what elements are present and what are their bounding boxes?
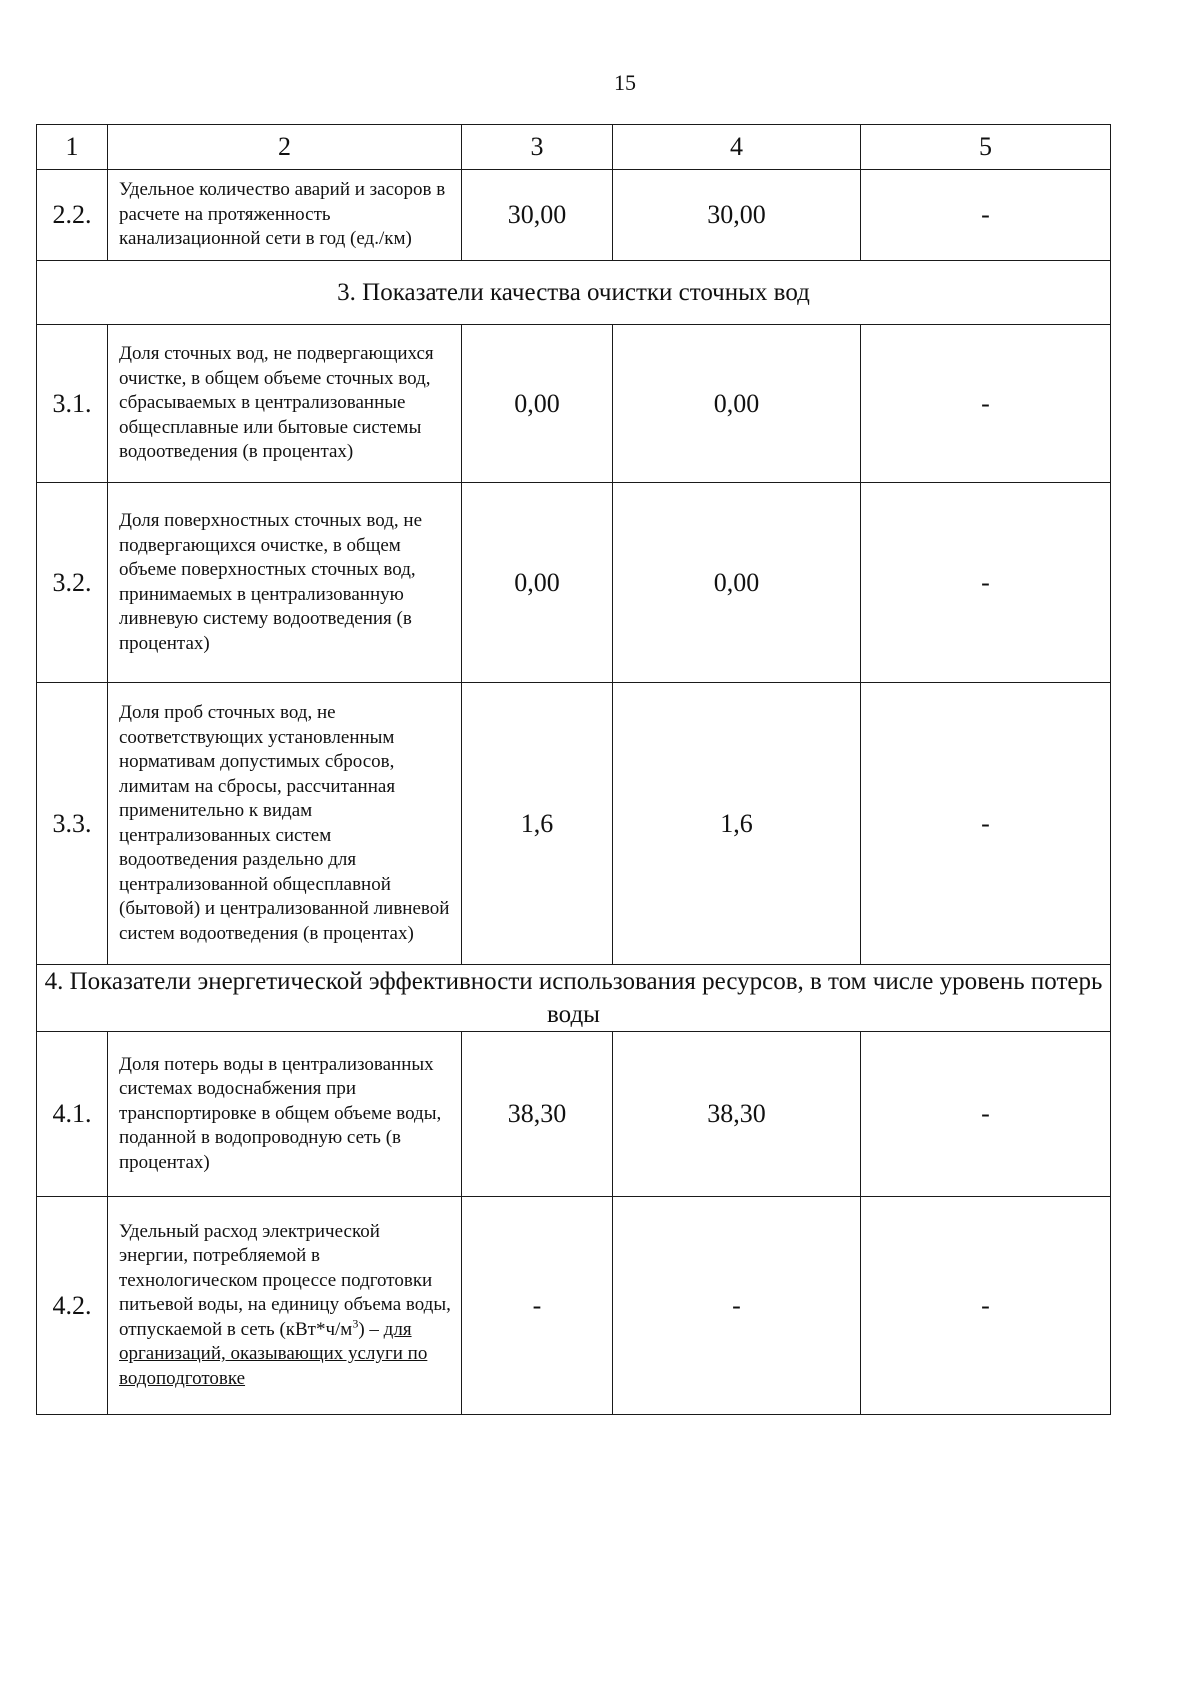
row-number: 3.1. xyxy=(37,325,108,483)
header-cell-1: 1 xyxy=(37,125,108,170)
row-value-col3: 30,00 xyxy=(462,170,613,261)
row-description: Доля сточных вод, не подвергающихся очистке, в общем объеме сточных вод, сбрасываемых в централизованные общесплавные или бытовые системы водоотведения (в процентах) xyxy=(108,325,462,483)
table-header-row xyxy=(37,125,1111,170)
row-value-col5: - xyxy=(861,325,1111,483)
row-value-col4: 30,00 xyxy=(613,170,861,261)
header-cell-3: 3 xyxy=(462,125,613,170)
section-title: 4. Показатели энергетической эффективности использования ресурсов, в том числе уровень потерь воды xyxy=(37,965,1111,1032)
row-value-col4: 38,30 xyxy=(613,1032,861,1197)
row-value-col5: - xyxy=(861,483,1111,683)
table-row-3-2 xyxy=(37,483,1111,683)
row-description: Удельное количество аварий и засоров в расчете на протяженность канализационной сети в год (ед./км) xyxy=(108,170,462,261)
row-number: 3.2. xyxy=(37,483,108,683)
row-value-col4: - xyxy=(613,1197,861,1415)
row-value-col4: 0,00 xyxy=(613,325,861,483)
table-row-3-3 xyxy=(37,683,1111,965)
table-row-2-2 xyxy=(37,170,1111,261)
row-number: 4.2. xyxy=(37,1197,108,1415)
row-number: 3.3. xyxy=(37,683,108,965)
row-value-col3: 0,00 xyxy=(462,483,613,683)
row-value-col4: 0,00 xyxy=(613,483,861,683)
header-cell-5: 5 xyxy=(861,125,1111,170)
header-cell-2: 2 xyxy=(108,125,462,170)
row-value-col3: - xyxy=(462,1197,613,1415)
section-header-3 xyxy=(37,261,1111,325)
row-value-col3: 0,00 xyxy=(462,325,613,483)
row-description xyxy=(108,1197,462,1415)
row-value-col5: - xyxy=(861,1197,1111,1415)
row-value-col5: - xyxy=(861,1032,1111,1197)
row-description-connector: ) – xyxy=(358,1318,384,1340)
row-number: 2.2. xyxy=(37,170,108,261)
page-number: 15 xyxy=(614,70,636,95)
table-row-4-2 xyxy=(37,1197,1111,1415)
table-row-4-1 xyxy=(37,1032,1111,1197)
section-title: 3. Показатели качества очистки сточных вод xyxy=(37,261,1111,325)
row-value-col5: - xyxy=(861,170,1111,261)
row-description-underlined: для организаций, оказывающих услуги по водоподготовке xyxy=(119,1318,428,1389)
row-value-col5: - xyxy=(861,683,1111,965)
row-number: 4.1. xyxy=(37,1032,108,1197)
row-value-col3: 1,6 xyxy=(462,683,613,965)
row-description-main: Удельный расход электрической энергии, потребляемой в технологическом процессе подготовки питьевой воды, на единицу объема воды, отпускаемой в сеть (кВт*ч/м xyxy=(119,1220,451,1340)
section-header-4 xyxy=(37,965,1111,1032)
row-description: Доля проб сточных вод, не соответствующих установленным нормативам допустимых сбросов, лимитам на сбросы, рассчитанная применительно к видам централизованных систем водоотведения раздельно для централизованной общесплавной (бытовой) и централизованной ливневой систем водоотведения (в процентах) xyxy=(108,683,462,965)
table-row-3-1 xyxy=(37,325,1111,483)
superscript-exponent: 3 xyxy=(352,1316,359,1331)
row-value-col4: 1,6 xyxy=(613,683,861,965)
indicators-table xyxy=(36,124,1111,1415)
row-description: Доля потерь воды в централизованных системах водоснабжения при транспортировке в общем объеме воды, поданной в водопроводную сеть (в процентах) xyxy=(108,1032,462,1197)
header-cell-4: 4 xyxy=(613,125,861,170)
row-value-col3: 38,30 xyxy=(462,1032,613,1197)
row-description: Доля поверхностных сточных вод, не подвергающихся очистке, в общем объеме поверхностных сточных вод, принимаемых в централизованную ливневую систему водоотведения (в процентах) xyxy=(108,483,462,683)
